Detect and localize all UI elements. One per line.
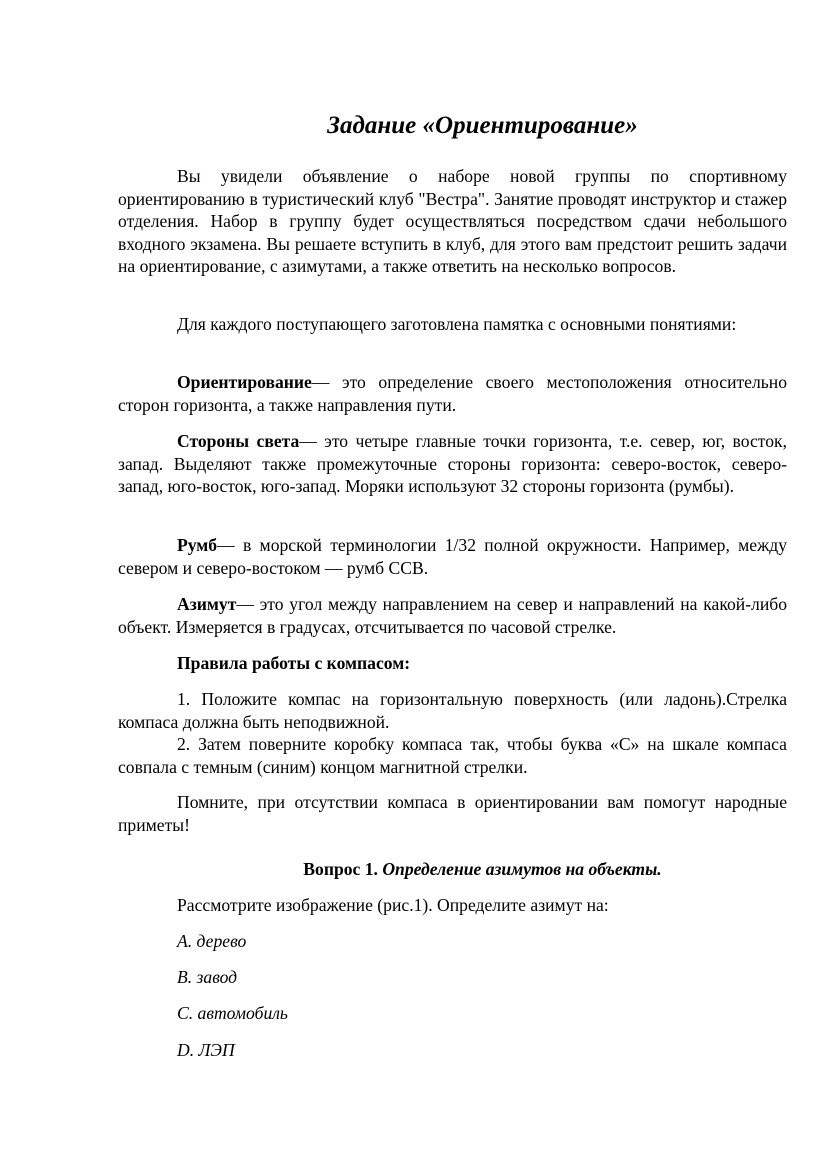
question-heading <box>118 858 787 881</box>
definition-text: — это определение своего местоположения относительно сторон горизонта, а также направления пути. <box>118 372 787 415</box>
definition-cardinal-directions <box>118 430 787 498</box>
option-a: A. дерево <box>177 931 247 951</box>
memo-intro-paragraph: Для каждого поступающего заготовлена памятка с основными понятиями: <box>177 314 737 334</box>
option-b: B. завод <box>177 967 238 987</box>
definition-term: Ориентирование <box>177 372 312 392</box>
intro-paragraph: Вы увидели объявление о наборе новой группы по спортивному ориентированию в туристический клуб "Вестра". Занятие проводят инструктор и стажер отделения. Набор в группу будет осуществляться посредством сдачи небольшого входного экзамена. Вы решаете вступить в клуб, для этого вам предстоит решить задачи на ориентирование, с азимутами, а также ответить на несколько вопросов. <box>118 166 787 276</box>
option-c: C. автомобиль <box>177 1003 288 1023</box>
reminder-paragraph: Помните, при отсутствии компаса в ориентировании вам помогут народные приметы! <box>118 792 787 835</box>
definition-azimuth <box>118 593 787 638</box>
page-title: Задание «Ориентирование» <box>327 112 638 139</box>
definition-orientation <box>118 371 787 416</box>
definition-text: — это четыре главные точки горизонта, т.е. север, юг, восток, запад. Выделяют также промежуточные стороны горизонта: северо-восток, северо-запад, юго-восток, юго-запад. Моряки используют 32 стороны горизонта (румбы). <box>118 431 787 496</box>
question-title: Определение азимутов на объекты. <box>377 859 662 879</box>
definition-text: — это угол между направлением на север и направлений на какой-либо объект. Измеряется в градусах, отсчитывается по часовой стрелке. <box>118 594 787 637</box>
definition-term: Азимут <box>177 594 237 614</box>
definition-term: Румб <box>177 535 218 555</box>
compass-rules-heading: Правила работы с компасом: <box>177 653 411 673</box>
compass-rule-1: 1. Положите компас на горизонтальную поверхность (или ладонь).Стрелка компаса должна быть неподвижной. <box>118 689 787 732</box>
definition-term: Стороны света <box>177 431 300 451</box>
definition-text: — в морской терминологии 1/32 полной окружности. Например, между севером и северо-востоком — румб ССВ. <box>118 535 787 578</box>
definition-rhumb <box>118 534 787 579</box>
compass-rule-2: 2. Затем поверните коробку компаса так, чтобы буква «С» на шкале компаса совпала с темным (синим) концом магнитной стрелки. <box>118 734 787 777</box>
option-d: D. ЛЭП <box>177 1040 235 1060</box>
question-prompt: Рассмотрите изображение (рис.1). Определите азимут на: <box>177 895 609 915</box>
question-label: Вопрос 1. <box>303 859 378 879</box>
